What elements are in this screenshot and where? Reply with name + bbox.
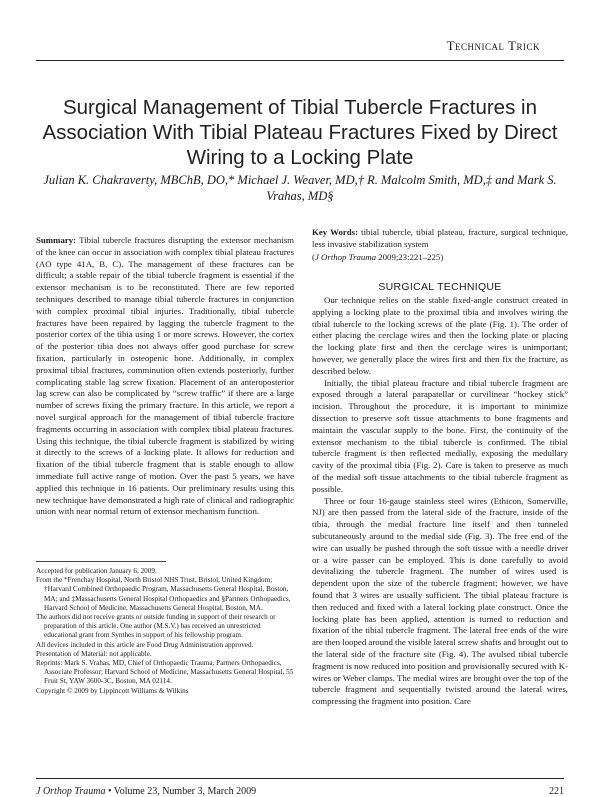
- body-paragraph: Initially, the tibial plateau fracture and tibial tubercle fragment are exposed through a lateral parapatellar or curvilinear “hockey stick” incision. Throughout the procedure, it is important to minimize dissection to preserve soft tissue attachments to bone fragments and maintain the vascular supply to the bone. First, the continuity of the extensor mechanism to the tibial tubercle is confirmed. The tibial tubercle fragment is then reflected medially, exposing the medullary cavity of the proximal tibia (Fig. 2). Care is taken to preserve as much of the medial soft tissue attachments to the tibial tubercle fragment as possible.: [312, 377, 568, 494]
- section-label: Technical Trick: [446, 38, 540, 53]
- citation: (J Orthop Trauma 2009;23:221–225): [312, 252, 444, 262]
- footer-journal-info: [36, 786, 256, 797]
- section-heading: SURGICAL TECHNIQUE: [378, 281, 502, 293]
- footer-journal: J Orthop Trauma: [36, 786, 106, 797]
- header-rule: [36, 60, 564, 61]
- citation-details: 2009;23:221–225): [378, 252, 444, 262]
- footnote-item: From the *Frenchay Hospital, North Bristol NHS Trust, Bristol, United Kingdom; †Harvard Combined Orthopaedic Program, Massachusetts General Hospital, Boston, MA; and ‡Massachusetts General Hospital Orthopaedics and §Partners Orthopaedics, Harvard School of Medicine, Massachusetts General Hospital, Boston, MA.: [36, 576, 291, 612]
- footnote-rule: [36, 561, 166, 562]
- page-number: 221: [549, 786, 564, 797]
- body-paragraph: Three or four 16-gauge stainless steel wires (Ethicon, Somerville, NJ) are then passed from the lateral side of the fracture, inside of the tibia, through the medial fracture line itself and then tunneled subcutaneously around to the medial side (Fig. 3). The free end of the wire can usually be pushed through the soft tissue with a needle driver or a wire passer can be employed. This is done carefully to avoid devitalizing the tubercle fragment. The number of wires used is dependent upon the size of the tubercle fragment; however, we have found that 3 wires are usually sufficient. The tibial plateau fracture is then reduced and fixed with a lateral locking plate construct. Once the locking plate has been applied, attention is turned to reduction and fixation of the tibial tubercle fragment. The lateral free ends of the wire are then looped around the visible lateral screw shafts and brought out to the lateral side of the fracture site (Fig. 4). The avulsed tibial tubercle fragment is now reduced into position and provisionally secured with K-wires or Weber clamps. The medial wires are brought over the top of the tubercle fragment and sequentially twisted around the lateral wires, compressing the fragment into position. Care: [312, 495, 569, 707]
- body-text: [312, 295, 568, 708]
- footnote-item: All devices included in this article are Food Drug Administration approved.: [36, 640, 254, 649]
- footer-rule: [36, 778, 564, 779]
- citation-journal: J Orthop Trauma: [314, 252, 377, 262]
- author-list: Julian K. Chakraverty, MBChB, DO,* Michael J. Weaver, MD,† R. Malcolm Smith, MD,‡ and Mark S. Vrahas, MD§: [43, 173, 557, 203]
- footnote-item: Presentation of Material: not applicable.: [36, 649, 152, 658]
- footnote-item: Copyright © 2009 by Lippincott Williams & Wilkins: [36, 686, 189, 695]
- footnote-item: Accepted for publication January 6, 2009.: [36, 567, 157, 575]
- article-title: Surgical Management of Tibial Tubercle Fractures in Association With Tibial Plateau Fractures Fixed by Direct Wiring to a Locking Plate: [42, 96, 558, 169]
- keywords-text: tibial tubercle, tibial plateau, fracture, surgical technique, less invasive stabilization system: [312, 227, 569, 249]
- summary-abstract: [36, 235, 294, 518]
- keywords: [312, 227, 568, 250]
- keywords-label: Key Words:: [312, 227, 359, 237]
- summary-label: Summary:: [36, 235, 77, 245]
- footer-issue: • Volume 23, Number 3, March 2009: [107, 786, 257, 797]
- footnote-item: The authors did not receive grants or outside funding in support of their research or preparation of this article. One author (M.S.V.) has received an unrestricted educational grant from Synthes in support of his fellowship program.: [36, 613, 276, 640]
- footnote-item: Reprints: Mark S. Vrahas, MD, Chief of Orthopaedic Trauma, Partners Orthopaedics, Associate Professor; Harvard School of Medicine, Massachusetts General Hospital, 55 Fruit St, YAW 3600-3C, Boston, MA 02114.: [36, 659, 294, 686]
- summary-text: Tibial tubercle fractures disrupting the extensor mechanism of the knee can occur in association with complex tibial plateau fractures (AO type 41A, B, C). The management of these fractures can be difficult; a stable repair of the tibial tubercle fragment is essential if the extensor mechanism is to be reconstituted. There are few reported techniques described to manage tibial tubercle fractures in conjunction with complex proximal tibial injuries. Traditionally, tibial tubercle fractures have been repaired by lagging the tubercle fragment to the posterior cortex of the tibia using 1 or more screws. However, the cortex of the posterior tibia does not always offer good purchase for screw fixation, particularly in osteopenic bone. Additionally, in complex proximal tibial fractures, comminution often extends posteriorly, further complicating stable lag screw fixation. Placement of an anteroposterior lag screw can also be complicated by “screw traffic” if there are a large number of screws fixing the primary fracture. In this article, we report a novel surgical approach for the management of tibial tubercle fracture fragments occurring in association with complex tibial plateau fractures. Using this technique, the tibial tubercle fragment is stabilized by wiring it directly to the screws of a locking plate. It allows for reduction and fixation of the tibial tubercle fragment that is stable enough to allow immediate full active range of motion. Over the past 5 years, we have applied this technique in 16 patients. Our preliminary results using this new technique have demonstrated a high rate of clinical and radiographic union with near normal return of extensor mechanism function.: [36, 235, 294, 517]
- body-paragraph: Our technique relies on the stable fixed-angle construct created in applying a locking plate to the proximal tibia and involves wiring the tibial tubercle to the locking screws of the plate (Fig. 1). The order of either placing the cerclage wires and then the locking plate or placing the locking plate first and then the cerclage wires is unimportant; however, we generally place the wires first and then fix the fracture, as described below.: [312, 295, 568, 376]
- footnotes: [36, 567, 294, 696]
